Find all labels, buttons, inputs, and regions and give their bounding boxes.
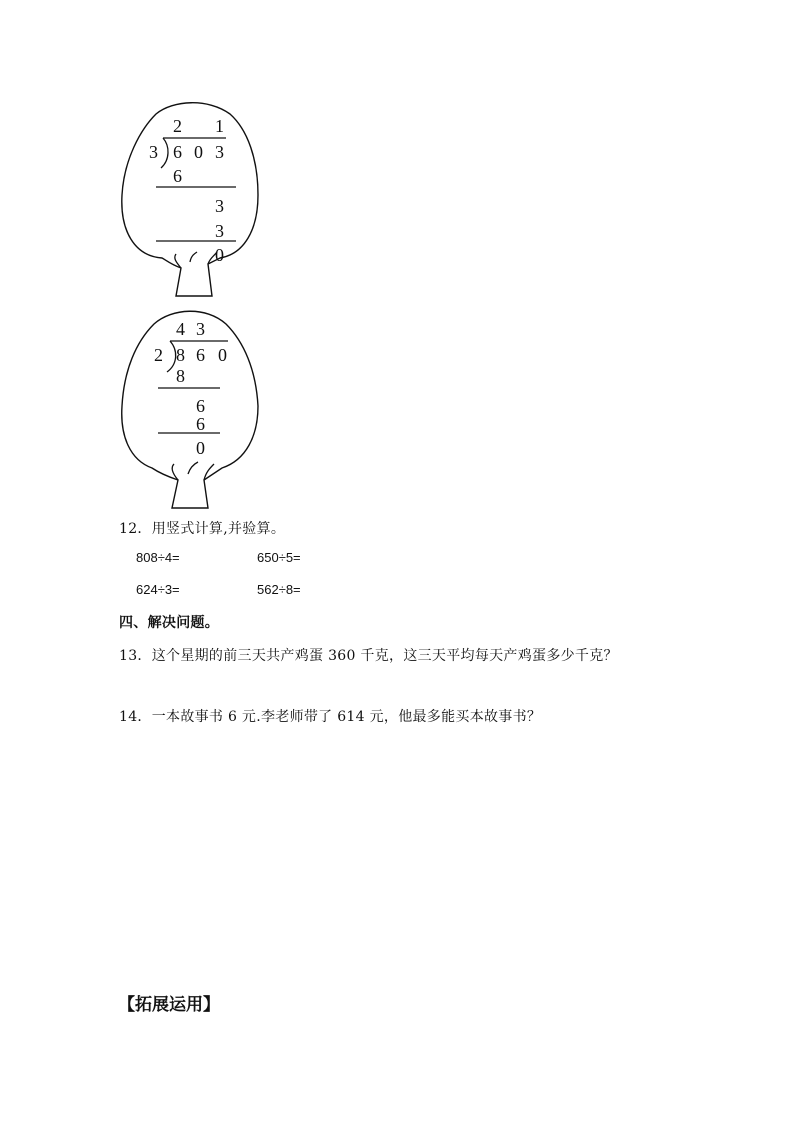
step-value: 6 [173, 166, 182, 186]
exercise-item: 562÷8= [257, 582, 301, 597]
dividend-digit: 0 [194, 142, 203, 162]
question-14: 14．一本故事书 6 元.李老师带了 614 元，他最多能买本故事书？ [119, 709, 542, 725]
step-value: 3 [215, 196, 224, 216]
extension-heading: 【拓展运用】 [118, 995, 220, 1015]
dividend-digit: 8 [176, 345, 185, 365]
step-value: 3 [215, 221, 224, 241]
step-value: 6 [196, 414, 205, 434]
question-13: 13．这个星期的前三天共产鸡蛋 360 千克，这三天平均每天产鸡蛋多少千克？ [119, 648, 618, 664]
dividend-digit: 3 [215, 142, 224, 162]
tree-outline-icon [118, 100, 263, 300]
question-12-title: 12．用竖式计算,并验算。 [119, 521, 286, 537]
quotient-digit: 1 [215, 116, 224, 136]
quotient-digit: 3 [196, 319, 205, 339]
division-tree-2 [118, 308, 263, 513]
division-tree-1 [118, 100, 263, 300]
step-value: 6 [196, 396, 205, 416]
quotient-digit: 4 [176, 319, 185, 339]
step-value: 0 [196, 438, 205, 458]
quotient-digit: 2 [173, 116, 182, 136]
exercise-item: 624÷3= [136, 582, 180, 597]
exercise-item: 808÷4= [136, 550, 180, 565]
divisor: 3 [149, 142, 158, 162]
tree-outline-icon [118, 308, 263, 513]
section-title: 四、解决问题。 [119, 615, 220, 631]
divisor: 2 [154, 345, 163, 365]
exercise-item: 650÷5= [257, 550, 301, 565]
dividend-digit: 6 [173, 142, 182, 162]
step-value: 0 [215, 245, 224, 265]
dividend-digit: 0 [218, 345, 227, 365]
dividend-digit: 6 [196, 345, 205, 365]
step-value: 8 [176, 366, 185, 386]
